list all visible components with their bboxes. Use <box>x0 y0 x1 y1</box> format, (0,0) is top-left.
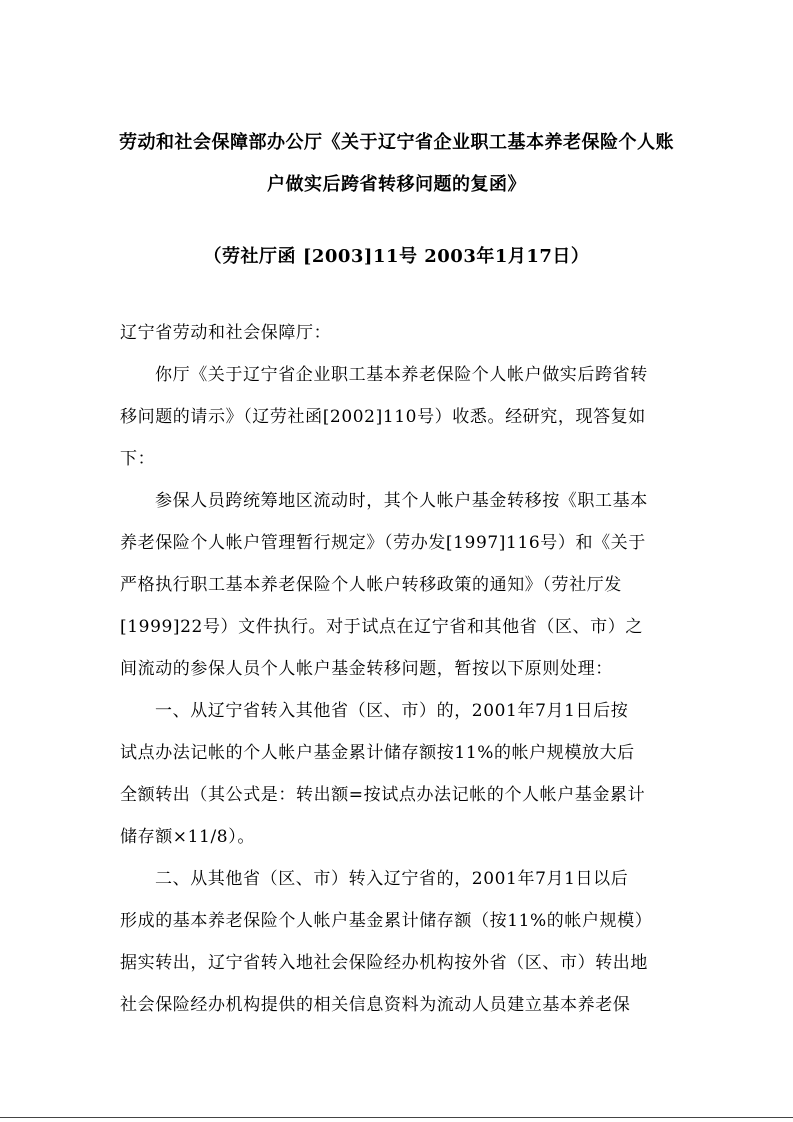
document-title-line-1: 劳动和社会保障部办公厅《关于辽宁省企业职工基本养老保险个人账 <box>119 132 674 153</box>
body-line: 形成的基本养老保险个人帐户基金累计储存额（按11%的帐户规模） <box>120 911 653 931</box>
body-line: 社会保险经办机构提供的相关信息资料为流动人员建立基本养老保 <box>120 995 631 1015</box>
body-line: 移问题的请示》（辽劳社函[2002]110号）收悉。经研究，现答复如 <box>120 407 646 427</box>
body-line: 一、从辽宁省转入其他省（区、市）的，2001年7月1日后按 <box>155 701 629 721</box>
page-bottom-border <box>0 1117 793 1118</box>
body-line: 养老保险个人帐户管理暂行规定》（劳办发[1997]116号）和《关于 <box>120 533 646 553</box>
body-line: 间流动的参保人员个人帐户基金转移问题，暂按以下原则处理： <box>120 659 613 679</box>
body-line: 下： <box>120 449 156 469</box>
body-line: 全额转出（其公式是：转出额=按试点办法记帐的个人帐户基金累计 <box>120 785 646 805</box>
recipient: 辽宁省劳动和社会保障厅： <box>120 323 332 343</box>
document-number: （劳社厅函 [2003]11号 2003年1月17日） <box>203 246 590 267</box>
body-line: 严格执行职工基本养老保险个人帐户转移政策的通知》（劳社厅发 <box>120 575 622 595</box>
document-title-line-2: 户做实后跨省转移问题的复函》 <box>267 174 526 195</box>
body-line: 参保人员跨统筹地区流动时，其个人帐户基金转移按《职工基本 <box>155 491 648 511</box>
body-line: 储存额×11/8）。 <box>120 827 255 847</box>
body-line: [1999]22号）文件执行。对于试点在辽宁省和其他省（区、市）之 <box>120 617 643 637</box>
body-line: 你厅《关于辽宁省企业职工基本养老保险个人帐户做实后跨省转 <box>155 365 648 385</box>
body-line: 二、从其他省（区、市）转入辽宁省的，2001年7月1日以后 <box>155 869 629 889</box>
body-line: 试点办法记帐的个人帐户基金累计储存额按11%的帐户规模放大后 <box>120 743 635 763</box>
body-line: 据实转出，辽宁省转入地社会保险经办机构按外省（区、市）转出地 <box>120 953 648 973</box>
